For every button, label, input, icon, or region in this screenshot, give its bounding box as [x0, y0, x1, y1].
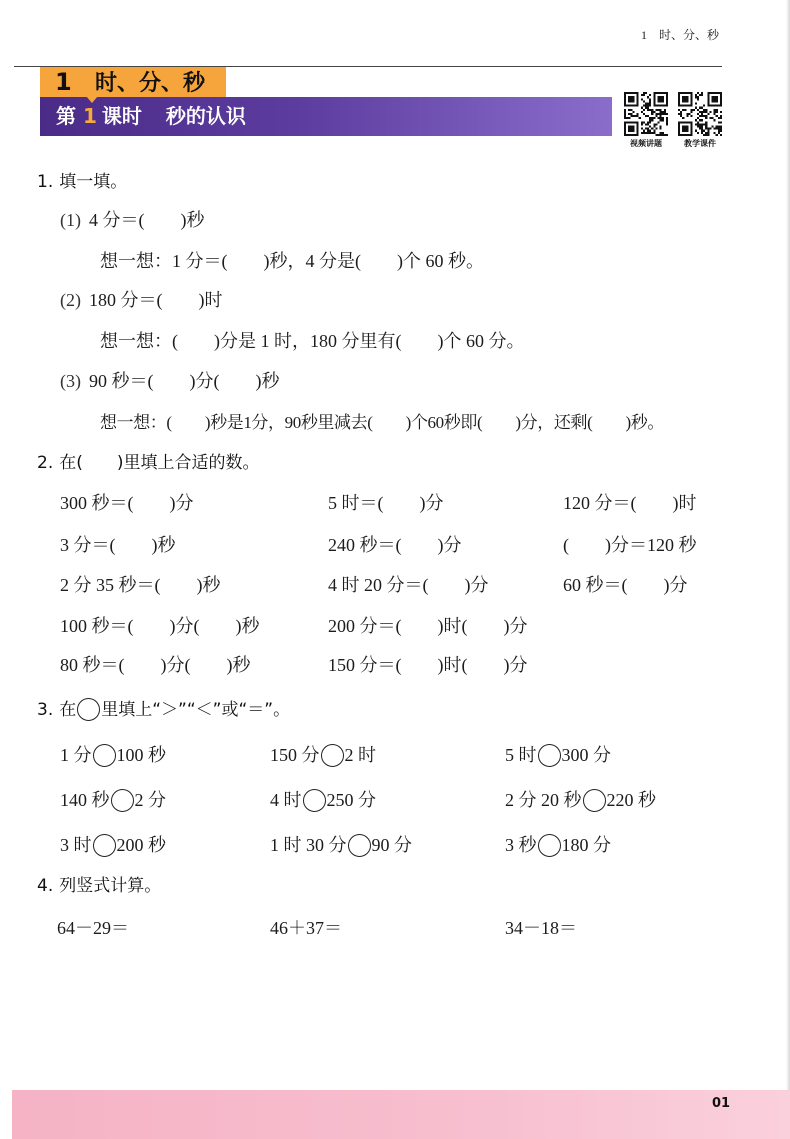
calc-expression-2: 46＋37＝ — [270, 918, 342, 938]
question-1-hint: 想一想：1 分＝( )秒，4 分是( )个 60 秒。 — [100, 251, 484, 271]
comparison-right: 180 分 — [561, 835, 611, 855]
comparison-right: 220 秒 — [606, 790, 656, 810]
comparison-r1-c1 — [60, 743, 166, 767]
question-2 — [60, 288, 223, 312]
comparison-right: 90 分 — [371, 835, 412, 855]
comparison-r1-c2 — [270, 743, 376, 767]
answer-circle — [348, 834, 371, 857]
comparison-r2-c3 — [505, 788, 656, 812]
comparison-r1-c3 — [505, 743, 611, 767]
answer-circle — [321, 744, 344, 767]
page-number: 01 — [712, 1096, 731, 1111]
unit-number: 1 — [55, 68, 72, 96]
running-header-number: 1 — [641, 28, 647, 42]
question-text: 4 分＝( )秒 — [89, 210, 205, 230]
comparison-right: 250 分 — [326, 790, 376, 810]
section-title: 列竖式计算。 — [59, 876, 162, 896]
question-text: 90 秒＝( )分( )秒 — [89, 371, 280, 391]
comparison-right: 100 秒 — [116, 745, 166, 765]
grid-cell-r3-c1: 2 分 35 秒＝( )秒 — [60, 575, 221, 595]
section-title: 在( )里填上合适的数。 — [59, 453, 260, 473]
comparison-right: 200 秒 — [116, 835, 166, 855]
comparison-right: 2 时 — [344, 745, 376, 765]
answer-circle — [583, 789, 606, 812]
grid-cell-r2-c2: 240 秒＝( )分 — [328, 535, 462, 555]
question-label: (1) — [60, 210, 81, 230]
footer-band — [12, 1090, 790, 1139]
answer-circle — [93, 834, 116, 857]
section-1-heading — [37, 170, 127, 194]
lesson-suffix: 课时 — [101, 104, 142, 128]
comparison-left: 5 时 — [505, 745, 537, 765]
grid-cell-r1-c1: 300 秒＝( )分 — [60, 493, 194, 513]
lesson-prefix: 第 — [56, 104, 76, 128]
comparison-left: 140 秒 — [60, 790, 110, 810]
question-label: (3) — [60, 371, 81, 391]
calc-expression-3: 34－18＝ — [505, 918, 577, 938]
comparison-r3-c1 — [60, 833, 166, 857]
page-edge-shadow — [786, 0, 790, 1139]
unit-title: 时、分、秒 — [95, 71, 206, 96]
unit-banner — [40, 67, 226, 97]
grid-cell-r5-c2: 150 分＝( )时( )分 — [328, 655, 528, 675]
answer-circle — [303, 789, 326, 812]
answer-circle — [77, 698, 100, 721]
qr-block-courseware — [674, 92, 726, 149]
running-header-title: 时、分、秒 — [659, 28, 720, 42]
section-title-after: 里填上“＞”“＜”或“＝”。 — [101, 700, 291, 720]
lesson-title: 秒的认识 — [165, 104, 246, 128]
banner-pointer — [86, 96, 98, 103]
grid-cell-r4-c1: 100 秒＝( )分( )秒 — [60, 616, 260, 636]
grid-cell-r1-c3: 120 分＝( )时 — [563, 493, 697, 513]
comparison-right: 2 分 — [134, 790, 166, 810]
grid-cell-r3-c3: 60 秒＝( )分 — [563, 575, 688, 595]
question-label: (2) — [60, 290, 81, 310]
question-text: 180 分＝( )时 — [89, 290, 223, 310]
question-2-hint: 想一想：( )分是 1 时，180 分里有( )个 60 分。 — [100, 331, 525, 351]
qr-label-video: 视频讲题 — [630, 139, 662, 148]
question-3-hint: 想一想：( )秒是1分，90秒里减去( )个60秒即( )分，还剩( )秒。 — [100, 413, 664, 432]
section-number: 2. — [37, 453, 54, 473]
section-title-before: 在 — [59, 700, 77, 720]
comparison-r2-c2 — [270, 788, 376, 812]
answer-circle — [93, 744, 116, 767]
answer-circle — [111, 789, 134, 812]
calc-expression-1: 64－29＝ — [57, 918, 129, 938]
grid-cell-r2-c3: ( )分＝120 秒 — [563, 535, 697, 555]
grid-cell-r4-c2: 200 分＝( )时( )分 — [328, 616, 528, 636]
lesson-number: 1 — [83, 104, 97, 128]
comparison-r2-c1 — [60, 788, 166, 812]
comparison-r3-c2 — [270, 833, 412, 857]
comparison-left: 150 分 — [270, 745, 320, 765]
comparison-left: 4 时 — [270, 790, 302, 810]
qr-code-icon — [624, 92, 668, 136]
comparison-r3-c3 — [505, 833, 611, 857]
answer-circle — [538, 744, 561, 767]
section-number: 1. — [37, 172, 54, 192]
qr-label-courseware: 教学课件 — [684, 139, 716, 148]
comparison-left: 1 分 — [60, 745, 92, 765]
answer-circle — [538, 834, 561, 857]
section-title: 填一填。 — [59, 172, 128, 192]
running-header — [641, 27, 719, 43]
comparison-left: 2 分 20 秒 — [505, 790, 582, 810]
question-1 — [60, 208, 205, 232]
comparison-left: 3 时 — [60, 835, 92, 855]
grid-cell-r2-c1: 3 分＝( )秒 — [60, 535, 176, 555]
section-3-heading — [37, 698, 290, 722]
section-number: 3. — [37, 700, 54, 720]
qr-block-video — [620, 92, 672, 149]
section-2-heading — [37, 451, 260, 475]
comparison-left: 1 时 30 分 — [270, 835, 347, 855]
grid-cell-r3-c2: 4 时 20 分＝( )分 — [328, 575, 489, 595]
comparison-right: 300 分 — [561, 745, 611, 765]
qr-code-icon — [678, 92, 722, 136]
section-4-heading — [37, 874, 161, 898]
comparison-left: 3 秒 — [505, 835, 537, 855]
grid-cell-r5-c1: 80 秒＝( )分( )秒 — [60, 655, 251, 675]
section-number: 4. — [37, 876, 54, 896]
question-3 — [60, 369, 279, 393]
lesson-banner — [40, 97, 612, 136]
grid-cell-r1-c2: 5 时＝( )分 — [328, 493, 444, 513]
